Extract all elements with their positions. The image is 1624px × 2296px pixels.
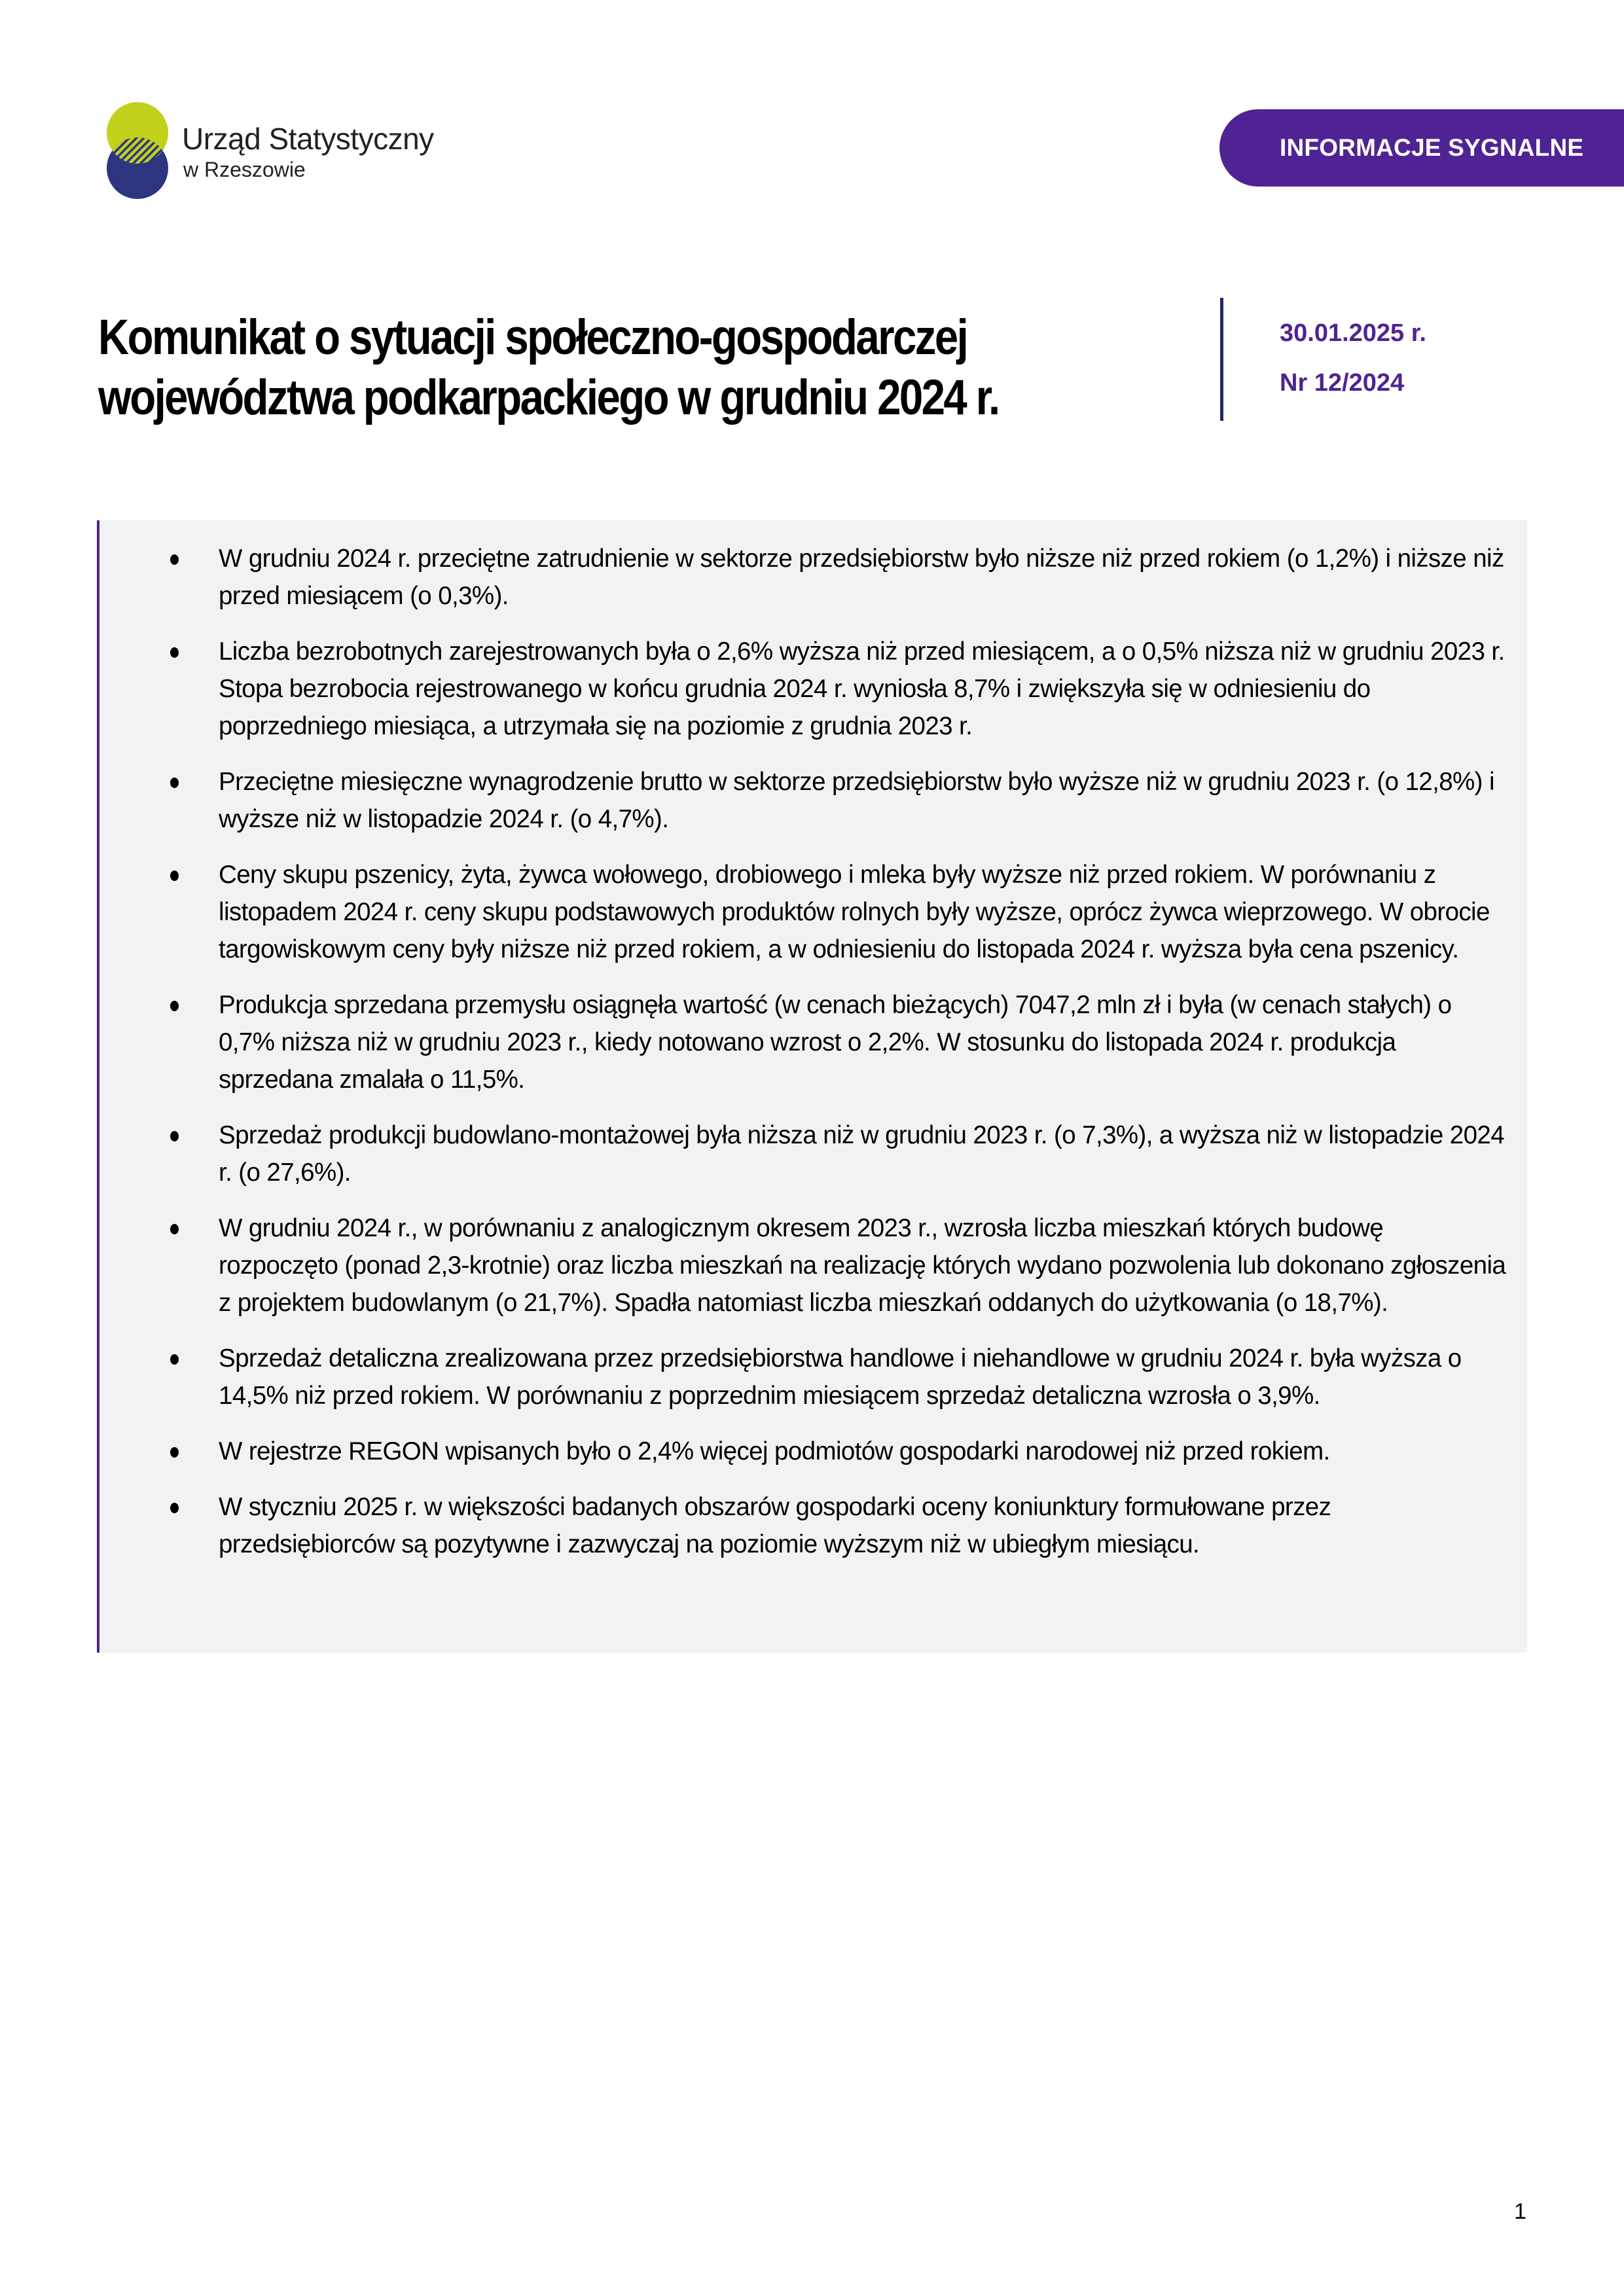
logo-circles-icon (105, 101, 177, 200)
publication-number: Nr 12/2024 (1280, 369, 1405, 397)
summary-item-text: Liczba bezrobotnych zarejestrowanych była o 2,6% wyższa niż przed miesiącem, a o 0,5% niższa niż w grudniu 2023 r. Stopa bezrobocia rejestrowanego w końcu grudnia 2024 r. wyniosła 8,7% i zwiększyła się w odniesieniu do poprzedniego miesiąca, a utrzymała się na poziomie z grudnia 2023 r. (219, 637, 1505, 740)
summary-item (99, 986, 1527, 1098)
title-line-1: Komunikat o sytuacji społeczno-gospodarczej (98, 310, 967, 365)
publication-date: 30.01.2025 r. (1280, 319, 1426, 347)
summary-item-text: W grudniu 2024 r. przeciętne zatrudnienie w sektorze przedsiębiorstw było niższe niż przed rokiem (o 1,2%) i niższe niż przed miesiącem (o 0,3%). (219, 545, 1504, 610)
summary-item-text: W grudniu 2024 r., w porównaniu z analogicznym okresem 2023 r., wzrosła liczba mieszkań których budowę rozpoczęto (ponad 2,3-krotnie) oraz liczba mieszkań na realizację których wydano pozwolenia lub dokonano zgłoszenia z projektem budowlanym (o 21,7%). Spadła natomiast liczba mieszkań oddanych do użytkowania (o 18,7%). (219, 1214, 1506, 1317)
meta-divider (1220, 298, 1223, 421)
bullet-icon (170, 1001, 179, 1011)
summary-item (99, 1488, 1527, 1563)
summary-item-text: Ceny skupu pszenicy, żyta, żywca wołowego, drobiowego i mleka były wyższe niż przed rokiem. W porównaniu z listopadem 2024 r. ceny skupu podstawowych produktów rolnych były wyższe, oprócz żywca wieprzowego. W obrocie targowiskowym ceny były niższe niż przed rokiem, a w odniesieniu do listopada 2024 r. wyższa była cena pszenicy. (219, 861, 1490, 963)
summary-item-text: W rejestrze REGON wpisanych było o 2,4% więcej podmiotów gospodarki narodowej niż przed rokiem. (219, 1437, 1330, 1465)
office-logo (105, 101, 432, 200)
summary-item (99, 856, 1527, 968)
summary-item-text: Sprzedaż produkcji budowlano-montażowej była niższa niż w grudniu 2023 r. (o 7,3%), a wyższa niż w listopadzie 2024 r. (o 27,6%). (219, 1121, 1505, 1187)
bullet-icon (170, 778, 179, 788)
title-line-2: województwa podkarpackiego w grudniu 2024 r. (98, 370, 999, 425)
bullet-icon (170, 1503, 179, 1513)
bullet-icon (170, 1447, 179, 1458)
summary-item (99, 1340, 1527, 1414)
summary-list (99, 540, 1527, 1581)
summary-box (97, 520, 1527, 1653)
bullet-icon (170, 647, 179, 658)
logo-name-line1: Urząd Statystyczny (182, 122, 434, 156)
bullet-icon (170, 870, 179, 881)
summary-item (99, 1117, 1527, 1191)
bullet-icon (170, 1354, 179, 1365)
logo-name-line2: w Rzeszowie (183, 158, 306, 181)
page-title (98, 308, 999, 428)
summary-item (99, 633, 1527, 745)
summary-item-text: W styczniu 2025 r. w większości badanych obszarów gospodarki oceny koniunktury formułowane przez przedsiębiorców są pozytywne i zazwyczaj na poziomie wyższym niż w ubiegłym miesiącu. (219, 1493, 1331, 1558)
summary-item (99, 1433, 1527, 1470)
summary-item-text: Produkcja sprzedana przemysłu osiągnęła wartość (w cenach bieżących) 7047,2 mln zł i była (w cenach stałych) o 0,7% niższa niż w grudniu 2023 r., kiedy notowano wzrost o 2,2%. W stosunku do listopada 2024 r. produkcja sprzedana zmalała o 11,5%. (219, 991, 1452, 1094)
bullet-icon (170, 1131, 179, 1141)
summary-item (99, 763, 1527, 838)
summary-item-text: Sprzedaż detaliczna zrealizowana przez przedsiębiorstwa handlowe i niehandlowe w grudniu 2024 r. była wyższa o 14,5% niż przed rokiem. W porównaniu z poprzednim miesiącem sprzedaż detaliczna wzrosła o 3,9%. (219, 1344, 1462, 1410)
badge-label: INFORMACJE SYGNALNE (1280, 134, 1584, 161)
page-number: 1 (1514, 2199, 1526, 2224)
summary-item (99, 540, 1527, 615)
bullet-icon (170, 554, 179, 565)
publication-type-badge (1219, 109, 1624, 187)
summary-item-text: Przeciętne miesięczne wynagrodzenie brutto w sektorze przedsiębiorstw było wyższe niż w grudniu 2023 r. (o 12,8%) i wyższe niż w listopadzie 2024 r. (o 4,7%). (219, 768, 1494, 833)
bullet-icon (170, 1224, 179, 1234)
summary-item (99, 1210, 1527, 1321)
